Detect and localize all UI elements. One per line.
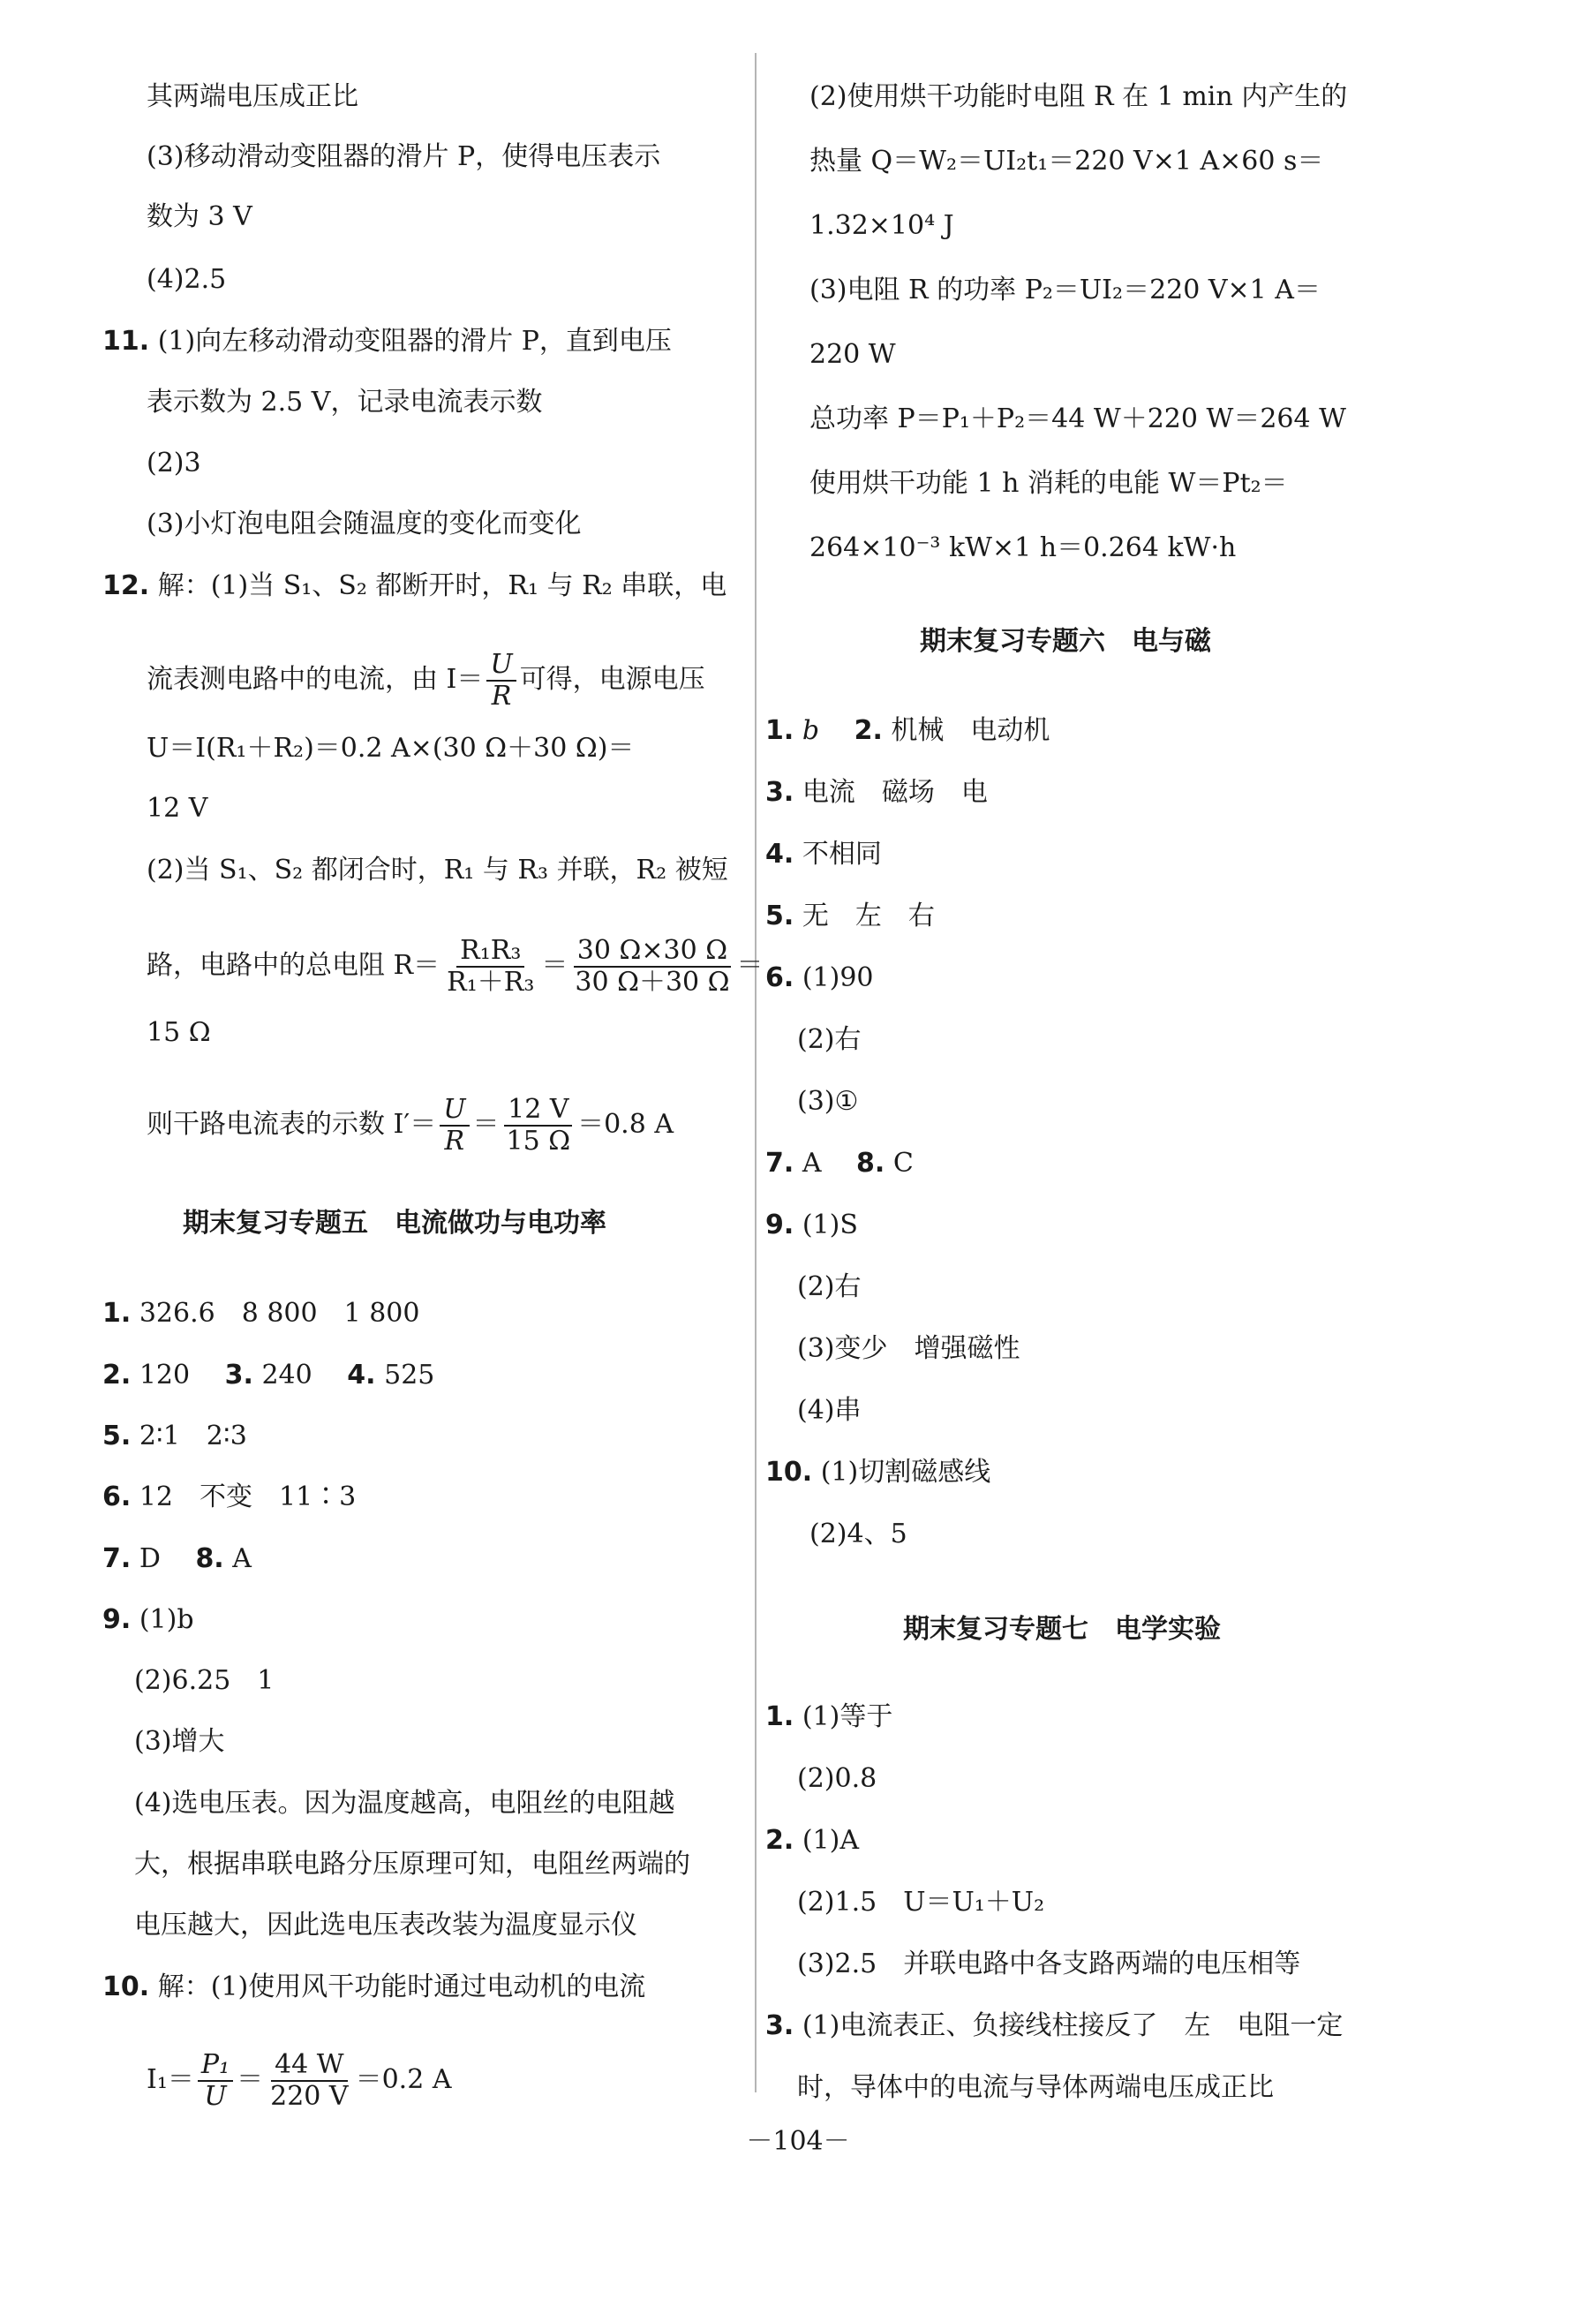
- question-number: 5.: [765, 901, 794, 931]
- answer-line: 大，根据串联电路分压原理可知，电阻丝两端的: [134, 1849, 690, 1880]
- answer-text: D: [139, 1543, 187, 1574]
- column-divider: [755, 53, 757, 2092]
- question-9: [102, 1602, 194, 1638]
- question-6: [102, 1480, 356, 1515]
- formula-line: U＝I(R₁＋R₂)＝0.2 A×(30 Ω＋30 Ω)＝: [147, 733, 635, 764]
- denominator: U: [204, 2081, 227, 2112]
- answer-text: 解：(1)当 S₁、S₂ 都断开时，R₁ 与 R₂ 串联，电: [157, 570, 727, 601]
- answer-line: 264×10⁻³ kW×1 h＝0.264 kW·h: [809, 532, 1237, 563]
- question-6: [765, 961, 874, 996]
- fraction: [267, 2050, 351, 2112]
- answer-line: (3)增大: [134, 1726, 225, 1757]
- question-number: 4.: [347, 1360, 376, 1391]
- question-10: [102, 1970, 645, 2005]
- question-7-8: [102, 1541, 252, 1577]
- answer-line: (3)电阻 R 的功率 P₂＝UI₂＝220 V×1 A＝: [809, 275, 1321, 305]
- section-heading-5: 期末复习专题五 电流做功与电功率: [183, 1208, 606, 1239]
- formula-text: ＝: [237, 2064, 264, 2095]
- question-1: [102, 1296, 419, 1331]
- question-2: [765, 1823, 859, 1858]
- numerator: 30 Ω×30 Ω: [574, 936, 731, 968]
- question-number: 2.: [102, 1360, 132, 1391]
- question-number: 9.: [765, 1210, 794, 1240]
- section-heading-7: 期末复习专题七 电学实验: [903, 1614, 1221, 1645]
- denominator: R: [491, 681, 512, 712]
- answer-text: 无 左 右: [802, 901, 935, 931]
- numerator: U: [440, 1095, 469, 1127]
- question-11: [102, 324, 672, 359]
- question-2-4: [102, 1358, 434, 1393]
- answer-text: (1)S: [802, 1210, 858, 1240]
- question-number: 6.: [102, 1481, 132, 1512]
- formula-text: 则干路电流表的示数 I′＝: [147, 1109, 437, 1140]
- fraction: [198, 2050, 233, 2112]
- answer-line: (2)0.8: [797, 1763, 877, 1794]
- answer-line: 热量 Q＝W₂＝UI₂t₁＝220 V×1 A×60 s＝: [809, 146, 1324, 177]
- answer-line: 12 V: [147, 793, 208, 824]
- question-1-2: [765, 713, 1050, 749]
- answer-line: (2)当 S₁、S₂ 都闭合时，R₁ 与 R₃ 并联，R₂ 被短: [147, 855, 728, 886]
- answer-line: (2)6.25 1: [134, 1665, 275, 1696]
- answer-line: (3)移动滑动变阻器的滑片 P，使得电压表示: [147, 141, 661, 172]
- denominator: R: [444, 1126, 465, 1157]
- answer-line: (4)选电压表。因为温度越高，电阻丝的电阻越: [134, 1788, 675, 1819]
- formula-line: [147, 936, 764, 998]
- answer-line: 使用烘干功能 1 h 消耗的电能 W＝Pt₂＝: [809, 468, 1288, 499]
- denominator: R₁＋R₃: [447, 967, 535, 998]
- answer-text: b: [802, 715, 847, 746]
- formula-text: ＝0.8 A: [577, 1109, 674, 1140]
- question-1: [765, 1700, 892, 1735]
- answer-line: 电压越大，因此选电压表改装为温度显示仪: [134, 1910, 637, 1941]
- formula-text: 可得，电源电压: [519, 664, 705, 695]
- answer-line: (2)3: [147, 448, 201, 479]
- answer-text: (1)A: [802, 1825, 859, 1856]
- answer-line: 表示数为 2.5 V，记录电流表示数: [147, 387, 543, 418]
- question-number: 1.: [765, 1701, 794, 1732]
- answer-line: (3)小灯泡电阻会随温度的变化而变化: [147, 509, 582, 539]
- answer-text: (1)b: [139, 1604, 194, 1635]
- formula-text: I₁＝: [147, 2064, 194, 2095]
- question-number: 2.: [765, 1825, 794, 1856]
- question-5: [765, 899, 935, 934]
- numerator: P₁: [198, 2050, 233, 2082]
- answer-text: (1)电流表正、负接线柱接反了 左 电阻一定: [802, 2010, 1344, 2041]
- answer-text: 电流 磁场 电: [802, 777, 988, 808]
- answer-line: (3)2.5 并联电路中各支路两端的电压相等: [797, 1948, 1301, 1979]
- answer-text: (1)90: [802, 962, 874, 993]
- question-number: 8.: [195, 1543, 224, 1574]
- question-number: 2.: [854, 715, 883, 746]
- denominator: 15 Ω: [506, 1126, 571, 1157]
- answer-line: (2)右: [797, 1271, 862, 1302]
- answer-text: (1)等于: [802, 1701, 893, 1732]
- question-number: 4.: [765, 839, 794, 870]
- question-3: [765, 2009, 1343, 2044]
- question-number: 12.: [102, 570, 150, 601]
- numerator: 44 W: [271, 2050, 348, 2082]
- question-number: 1.: [102, 1298, 132, 1329]
- fraction: [440, 1095, 469, 1157]
- formula-text: ＝: [736, 950, 764, 981]
- answer-text: A: [802, 1148, 848, 1179]
- question-number: 3.: [765, 777, 794, 808]
- numerator: U: [486, 650, 516, 682]
- question-5: [102, 1419, 247, 1454]
- answer-line: 1.32×10⁴ J: [809, 210, 954, 241]
- question-number: 10.: [765, 1457, 813, 1488]
- answer-text: 解：(1)使用风干功能时通过电动机的电流: [157, 1971, 646, 2002]
- answer-line: 15 Ω: [147, 1017, 211, 1048]
- question-3: [765, 775, 988, 810]
- formula-text: 路，电路中的总电阻 R＝: [147, 950, 440, 981]
- numerator: 12 V: [504, 1095, 572, 1127]
- formula-text: ＝0.2 A: [355, 2064, 452, 2095]
- answer-line: (4)2.5: [147, 264, 227, 295]
- formula-text: ＝: [541, 950, 568, 981]
- question-number: 5.: [102, 1421, 132, 1451]
- answer-text: 326.6 8 800 1 800: [139, 1298, 420, 1329]
- question-number: 9.: [102, 1604, 132, 1635]
- formula-text: ＝: [472, 1109, 500, 1140]
- answer-line: 220 W: [809, 339, 896, 370]
- answer-line: 其两端电压成正比: [147, 81, 358, 112]
- answer-text: 525: [384, 1360, 435, 1391]
- question-number: 6.: [765, 962, 794, 993]
- question-7-8: [765, 1146, 914, 1181]
- fraction: [503, 1095, 575, 1157]
- answer-text: A: [232, 1543, 252, 1574]
- answer-text: (1)切割磁感线: [820, 1457, 991, 1488]
- answer-text: 不相同: [802, 839, 882, 870]
- answer-line: (4)串: [797, 1395, 862, 1426]
- answer-line: (2)使用烘干功能时电阻 R 在 1 min 内产生的: [809, 81, 1348, 112]
- question-number: 7.: [102, 1543, 132, 1574]
- denominator: 30 Ω＋30 Ω: [575, 967, 730, 998]
- answer-line: (2)右: [797, 1024, 862, 1055]
- answer-text: C: [892, 1148, 914, 1179]
- answer-line: 时，导体中的电流与导体两端电压成正比: [797, 2072, 1274, 2103]
- fraction: [486, 650, 516, 712]
- numerator: R₁R₃: [456, 936, 524, 968]
- question-number: 8.: [856, 1148, 885, 1179]
- fraction: [571, 936, 733, 998]
- question-10: [765, 1455, 990, 1490]
- formula-line: [147, 1095, 674, 1157]
- question-12: [102, 569, 726, 604]
- section-heading-6: 期末复习专题六 电与磁: [920, 626, 1211, 657]
- answer-line: 总功率 P＝P₁＋P₂＝44 W＋220 W＝264 W: [809, 403, 1346, 434]
- question-4: [765, 837, 882, 872]
- answer-line: (3)变少 增强磁性: [797, 1333, 1020, 1364]
- formula-line: [147, 650, 705, 712]
- answer-text: 120: [139, 1360, 217, 1391]
- answer-text: 2∶1 2∶3: [139, 1421, 247, 1451]
- answer-text: 12 不变 11∶3: [139, 1481, 357, 1512]
- question-9: [765, 1208, 858, 1243]
- page-number: －104－: [746, 2126, 850, 2157]
- question-number: 11.: [102, 326, 150, 357]
- answer-text: 240: [261, 1360, 339, 1391]
- question-number: 7.: [765, 1148, 794, 1179]
- question-number: 3.: [224, 1360, 253, 1391]
- denominator: 220 V: [270, 2081, 349, 2112]
- answer-line: (2)4、5: [809, 1519, 907, 1549]
- formula-text: 流表测电路中的电流，由 I＝: [147, 664, 484, 695]
- question-number: 3.: [765, 2010, 794, 2041]
- answer-text: 机械 电动机: [891, 715, 1050, 746]
- answer-line: (3)①: [797, 1086, 859, 1117]
- formula-line: [147, 2050, 452, 2112]
- answer-line: 数为 3 V: [147, 201, 252, 232]
- answer-line: (2)1.5 U＝U₁＋U₂: [797, 1887, 1045, 1918]
- fraction: [443, 936, 538, 998]
- answer-text: (1)向左移动滑动变阻器的滑片 P，直到电压: [157, 326, 672, 357]
- question-number: 1.: [765, 715, 794, 746]
- question-number: 10.: [102, 1971, 150, 2002]
